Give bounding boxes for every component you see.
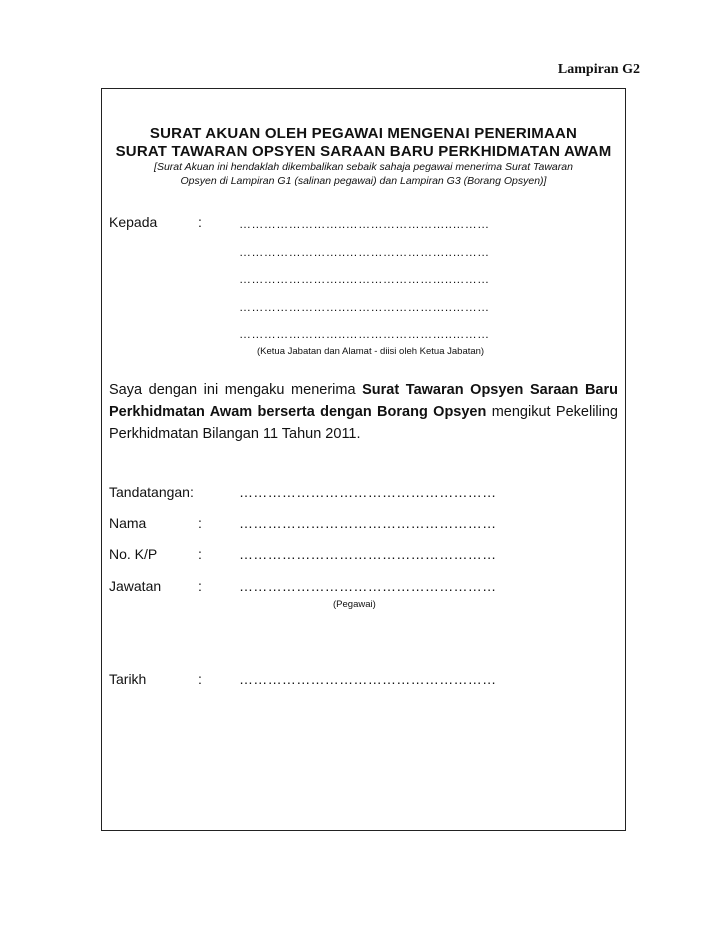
kepada-caption: (Ketua Jabatan dan Alamat - diisi oleh Ketua Jabatan) [257, 346, 485, 357]
nama-field[interactable]: ……………………………………………… [239, 515, 497, 531]
statement-part1: Saya dengan ini mengaku menerima [109, 382, 363, 398]
statement-bold: Surat Tawaran Opsyen Saraan Baru Perkhidmatan Awam berserta dengan Borang Opsyen [109, 382, 618, 420]
nama-label: Nama [109, 515, 147, 531]
kepada-line-5[interactable]: ……………………..……………………..……… [239, 327, 490, 341]
form-title-line1: SURAT AKUAN OLEH PEGAWAI MENGENAI PENERIMAAN [149, 125, 578, 142]
declaration-statement [109, 379, 618, 445]
nokp-field[interactable]: ……………………………………………… [239, 546, 497, 562]
tarikh-field[interactable]: ……………………………………………… [239, 671, 497, 687]
kepada-line-1[interactable]: ……………………..……………………..……… [239, 217, 490, 231]
form-instruction-note [129, 160, 598, 188]
kepada-line-2[interactable]: ……………………..……………………..……… [239, 245, 490, 259]
kepada-line-4[interactable]: ……………………..……………………..……… [239, 300, 490, 314]
pegawai-caption: (Pegawai) [333, 599, 376, 610]
lampiran-label: Lampiran G2 [557, 62, 640, 77]
jawatan-label: Jawatan [109, 578, 162, 594]
form-title-line2: SURAT TAWARAN OPSYEN SARAAN BARU PERKHIDMATAN AWAM [115, 143, 612, 160]
tandatangan-field[interactable]: ……………………………………………… [239, 484, 497, 500]
kepada-colon: : [198, 214, 202, 230]
tarikh-colon: : [198, 671, 202, 687]
nama-colon: : [198, 515, 202, 531]
jawatan-colon: : [198, 578, 202, 594]
note-line1: [Surat Akuan ini hendaklah dikembalikan sebaik sahaja pegawai menerima Surat Tawaran [154, 161, 573, 173]
tarikh-label: Tarikh [109, 671, 147, 687]
nokp-label: No. K/P [109, 546, 158, 562]
nokp-colon: : [198, 546, 202, 562]
declaration-form [101, 88, 626, 831]
note-line2: Opsyen di Lampiran G1 (salinan pegawai) dan Lampiran G3 (Borang Opsyen)] [180, 175, 547, 187]
kepada-line-3[interactable]: ……………………..……………………..……… [239, 272, 490, 286]
jawatan-field[interactable]: ……………………………………………… [239, 578, 497, 594]
tandatangan-label: Tandatangan: [109, 484, 194, 500]
kepada-label: Kepada [109, 214, 158, 230]
statement-part2: mengikut Pekeliling Perkhidmatan Bilangan 11 Tahun 2011. [109, 404, 618, 442]
